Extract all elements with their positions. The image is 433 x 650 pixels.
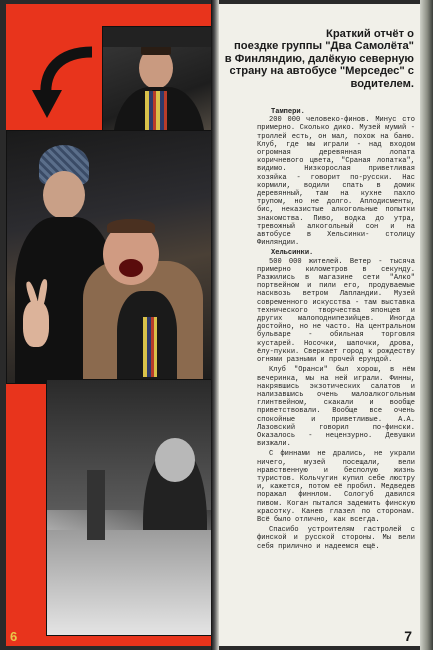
page-edge-shadow: [420, 0, 433, 650]
left-page-number: 6: [10, 629, 18, 644]
paragraph: Спасибо устроителям гастролей с финской и русской стороны. Мы вели себя прилично и надеемся ещё.: [257, 526, 415, 551]
paragraph: Клуб "Оранси" был хорош, в нём вечеринка, мы на ней играли. Финны, накрявшись экзотических салатов и нализавшись очень малоалкогольным глинтвейном, скакали и вообще приветствовали. Вообще все очень спокойные и приветливые. А.А. Лазовский говорил по-фински. Оказалось - нецензурно. Девушки визжали.: [257, 366, 415, 449]
paragraph: С финнами не дрались, не украли ничего, музей посещали, вели нравственную и бесполую жизнь туристов. Кольчугин купил себе люстру и, кажется, потом её пробил. Медведев поражал финнлом. Сологуб давился пивом. Коган пытался задемить финскую красотку. Канев глазел по сторонам. Всё было отлично, как всегда.: [257, 450, 415, 524]
paragraph: 200 000 человеко-финов. Минус сто примерно. Сколько дико. Музей мумий - троллей есть, он мал, похож на баню. Клуб, где мы играли - над входом огромная деревянная лопата коричневого цвета, "Сраная лопатка", видимо. Низкорослая приветливая хозяйка - говорит по-русски. Нас кормили, водили спать в домик деревянный, там на кухне пахло трупом, но не долго. Аплодисменты, бис, неказистые алкогольные попытки знакомства. Пиво, водка до утра, тревожный алкогольный сон и на автобусе в Хельсинки- столицу Финляндии.: [257, 116, 415, 248]
paragraph: 500 000 жителей. Ветер - тысяча примерно километров в секунду. Разжились в магазине сети "Алко" портвейном и пили его, продуваемые насквозь ветром Лапландии. Музей современного искусства - там выставка технического творчества японцев и других малоподнипезийцев. Иногда достойно, но не часто. На центральном бульваре - обильная торговля кустарей. Носочки, шапочки, дрова, ёлу-пукки. Сверкает город к рождеству огнями разными и прочей ерундой.: [257, 257, 415, 365]
right-page: [219, 4, 420, 646]
left-page: [6, 4, 211, 646]
article-body: [257, 108, 415, 553]
curved-arrow-icon: [30, 44, 100, 124]
photo-night-snow: [46, 379, 211, 636]
section-heading-tampere: Тампери.: [271, 108, 305, 116]
book-gutter: [211, 0, 219, 650]
article-headline: Краткий отчёт о поездке группы "Два Самолёта" в Финляндию, далёкую северную страну на автобусе "Мерседес" с водителем.: [224, 28, 414, 90]
photo-two-men: [6, 130, 211, 384]
right-page-number: 7: [404, 628, 412, 644]
section-heading-helsinki: Хельсинки.: [271, 249, 314, 258]
